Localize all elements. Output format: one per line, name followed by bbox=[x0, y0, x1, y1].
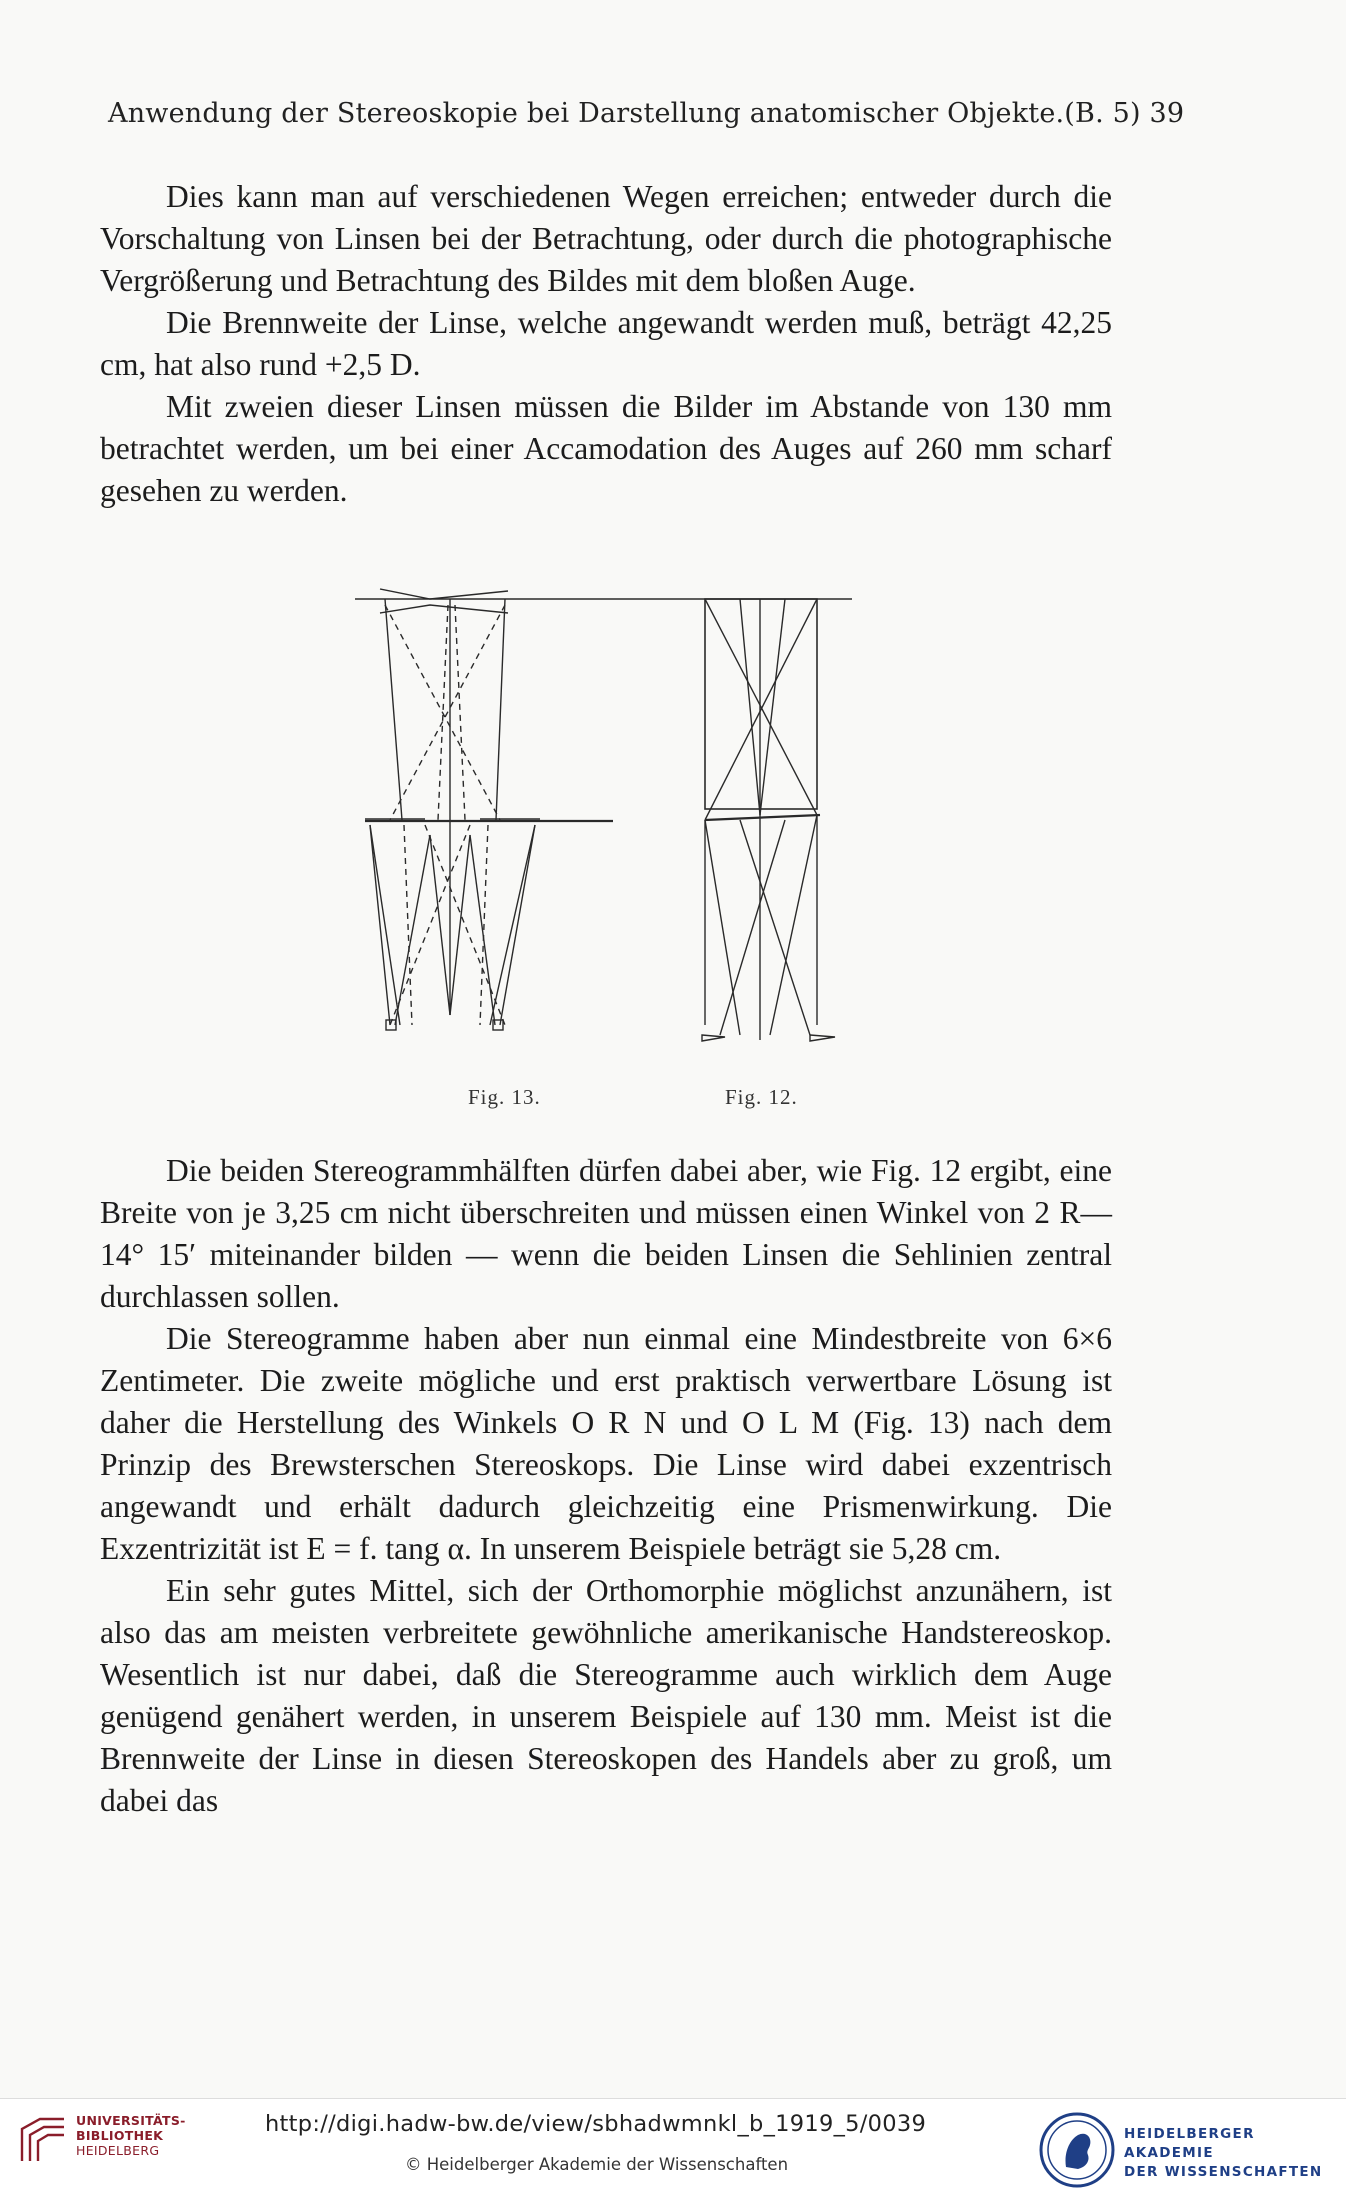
funnel-line bbox=[395, 835, 430, 1025]
funnel-line bbox=[500, 825, 535, 1025]
sight-line-dashed bbox=[385, 605, 500, 820]
sight-line-dashed bbox=[390, 605, 505, 820]
library-name-line: UNIVERSITÄTS- bbox=[76, 2113, 186, 2128]
sight-line-dashed bbox=[390, 825, 470, 1025]
running-head-page-ref: (B. 5) 39 bbox=[1064, 98, 1185, 129]
funnel-line bbox=[470, 835, 495, 1025]
funnel-line bbox=[370, 825, 390, 1025]
fig12-lower-line bbox=[705, 820, 740, 1035]
fig12-right-eye-marker bbox=[810, 1035, 835, 1041]
sight-line-dashed bbox=[425, 825, 505, 1025]
paragraph: Die beiden Stereogrammhälften dürfen dabei aber, wie Fig. 12 ergibt, eine Breite von je 3,25 cm nicht überschreiten und müssen einen Winkel von 2 R—14° 15′ miteinander bilden — wenn die beiden Linsen die Sehlinien zentral durchlassen sollen. bbox=[100, 1153, 1112, 1314]
paragraph: Die Brennweite der Linse, welche angewandt werden muß, beträgt 42,25 cm, hat also rund +2,5 D. bbox=[100, 305, 1112, 382]
tilted-stereogram-left bbox=[380, 589, 508, 599]
sight-line-dashed bbox=[404, 825, 412, 1025]
optics-diagram-svg bbox=[330, 575, 870, 1115]
academy-seal-icon bbox=[1038, 2111, 1116, 2189]
paragraph: Die Stereogramme haben aber nun einmal eine Mindestbreite von 6×6 Zentimeter. Die zweite mögliche und erst praktisch verwertbare Lösung ist daher die Herstellung des Winkels O R N und O L M (Fig. 13) nach dem Prinzip des Brewsterschen Stereoskops. Die Linse wird dabei exzentrisch angewandt und erhält dadurch gleichzeitig eine Prismenwirkung. Die Exzentrizität ist E = f. tang α. In unserem Beispiele beträgt sie 5,28 cm. bbox=[100, 1321, 1112, 1566]
sight-line-dashed bbox=[455, 605, 465, 820]
paragraph: Mit zweien dieser Linsen müssen die Bilder im Abstande von 130 mm betrachtet werden, um bei einer Accamodation des Auges auf 260 mm scharf gesehen zu werden. bbox=[100, 389, 1112, 508]
viewer-footer bbox=[0, 2098, 1346, 2199]
permalink-url[interactable]: http://digi.hadw-bw.de/view/sbhadwmnkl_b_1919_5/0039 bbox=[265, 2111, 927, 2137]
funnel-line bbox=[370, 825, 400, 1025]
university-library-name bbox=[76, 2113, 186, 2158]
tilted-stereogram-right bbox=[380, 605, 508, 613]
figure-12-caption: Fig. 12. bbox=[725, 1085, 798, 1109]
library-name-line: BIBLIOTHEK bbox=[76, 2128, 164, 2143]
university-library-logo-icon bbox=[14, 2111, 72, 2169]
running-head-title: Anwendung der Stereoskopie bei Darstellung anatomischer Objekte. bbox=[108, 98, 1065, 129]
academy-name-line: DER WISSENSCHAFTEN bbox=[1124, 2164, 1323, 2180]
guide-line bbox=[385, 599, 402, 820]
funnel-line bbox=[430, 835, 450, 1015]
funnel-line bbox=[490, 825, 535, 1025]
text-block-top bbox=[100, 176, 1112, 512]
paragraph: Ein sehr gutes Mittel, sich der Orthomorphie möglichst anzunähern, ist also das am meisten verbreitete gewöhnliche amerikanische Handstereoskop. Wesentlich ist nur dabei, daß die Stereogramme auch wirklich dem Auge genügend genähert werden, in unserem Beispiele auf 130 mm. Meist ist die Brennweite der Linse in diesen Stereoskopen des Handels aber zu groß, um dabei das bbox=[100, 1573, 1112, 1818]
copyright-notice: © Heidelberger Akademie der Wissenschaften bbox=[405, 2155, 789, 2174]
figure-13-caption: Fig. 13. bbox=[468, 1085, 541, 1109]
text-block-bottom bbox=[100, 1150, 1112, 1822]
fig12-cross-line bbox=[740, 599, 760, 815]
fig12-lens-line bbox=[705, 815, 820, 820]
fig12-cross-line bbox=[760, 599, 785, 815]
fig12-left-eye-marker bbox=[702, 1035, 725, 1041]
running-head bbox=[108, 98, 1185, 129]
academy-name bbox=[1124, 2125, 1346, 2182]
optics-diagram bbox=[330, 575, 870, 1115]
academy-name-line: HEIDELBERGER AKADEMIE bbox=[1124, 2126, 1255, 2161]
funnel-line bbox=[450, 835, 470, 1015]
library-name-line: HEIDELBERG bbox=[76, 2143, 160, 2158]
guide-line bbox=[496, 599, 505, 820]
paragraph: Dies kann man auf verschiedenen Wegen erreichen; entweder durch die Vorschaltung von Linsen bei der Betrachtung, oder durch die photographische Vergrößerung und Betrachtung des Bildes mit dem bloßen Auge. bbox=[100, 179, 1112, 298]
